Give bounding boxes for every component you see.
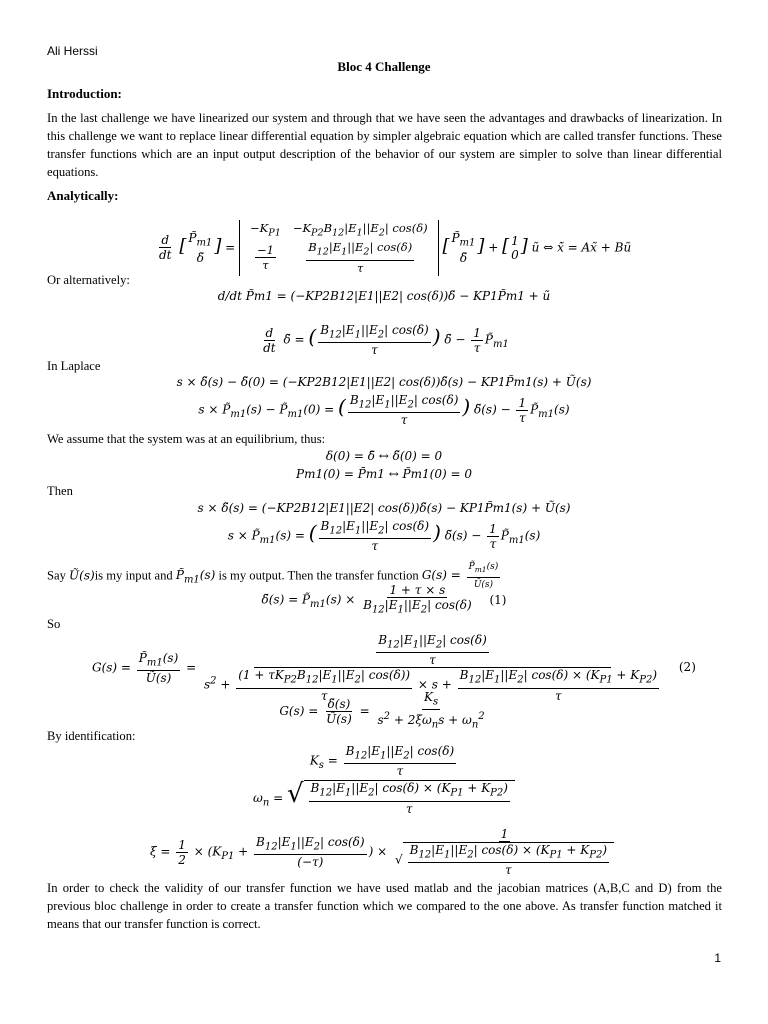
equilibrium-equation-2: Pm1(0) = P̄m1 ↔ P̃m1(0) = 0 [296,467,472,481]
introduction-heading: Introduction: [47,86,122,101]
xi-equation: ξ = $\frac{1}{2}$ × ($K_{P1}$ + $\frac{B_{12}|E_1||E_2| \cos(\delta)}{(-\tau)}$ ) × 1 √ $\frac{B_{12}|E_1||E_2| \cos(\delta) \times (K_{P1} + K_{P2})}{\tau}$ [0,827,768,877]
then-label: Then [47,484,73,498]
document-title: Bloc 4 Challenge [337,59,431,74]
then-equation-1: s × δ̃(s) = (−KP2B12|E1||E2| cos(δ))δ̃(s) − KP1P̃m1(s) + Ũ(s) [197,501,571,515]
laplace-label: In Laplace [47,359,101,373]
alt-equation-1: d/dt P̃m1 = (−KP2B12|E1||E2| cos(δ))δ̃ − KP1P̃m1 + ũ [217,289,551,303]
author-name: Ali Herssi [47,44,98,58]
equilibrium-label: We assume that the system was at an equilibrium, thus: [47,432,326,446]
analytically-heading: Analytically: [47,188,119,203]
alt-equation-2: $\frac{d}{dt}$ δ̃ = ( $\frac{B_{12}|E_1||E_2| \cos(\delta)}{\tau}$ ) δ̃ − $\frac{1}{\tau}$ $P̃_{m1}$ [263,323,509,358]
equation-1: δ̃(s) = $P̃_{m1}(s)$ × $\frac{1 + \tau \times s}{B_{12}|E_1||E_2| \cos(\delta)}$ (1) [261,583,507,616]
transfer-function-sentence: Say Ũ(s)is my input and $P̃_{m1}(s)$ is my output. Then the transfer function G(s) = $\frac{P̃_{m1}(s)}{Ũ(s)}$ [47,562,499,590]
introduction-paragraph: In the last challenge we have linearized our system and through that we have seen the advantages and drawbacks of linearization. In this challenge we want to replace linear differential equation by simpler algebraic equation which are called transfer functions. These transfer functions which are an input output description of the behavior of our system are simpler to solve than linear differential equations. [47,111,722,179]
laplace-equation-2: $s \times P̃_{m1}(s)$ − $P̃_{m1}(0)$ = ( $\frac{B_{12}|E_1||E_2| \cos(\delta)}{\tau}$ ) δ̃(s) − $\frac{1}{\tau}$ $P̃_{m1}(s)$ [198,393,570,428]
ks-equation: $K_s$ = $\frac{B_{12}|E_1||E_2| \cos(\delta)}{\tau}$ [309,744,455,779]
identification-label: By identification: [47,729,136,743]
standard-form-equation: G(s) = $\frac{\deltã(s)}{Ũ(s)}$ = $\frac{K_s}{s^2 + 2\xi\omega_ns + \omega_n^2}$ [279,690,485,731]
equation-2: G(s) = $\frac{P̃_{m1}(s)}{Ũ(s)}$ = $\frac{B_{12}|E_1||E_2| \cos(\delta)}{\tau}$ $s^2$ + $\frac{(1 + \tau K_{P2}B_{12}|E_1||E_2| \cos(\delta))}{\tau}$ × s + $\frac{B_{12}|E_1||E_2| \cos(\delta) \times (K_{P1} + K_{P2})}{\tau}$ (2) [92,633,696,703]
so-label: So [47,617,61,631]
laplace-equation-1: s × δ̃(s) − δ̃(0) = (−KP2B12|E1||E2| cos(δ))δ̃(s) − KP1P̃m1(s) + Ũ(s) [176,375,592,389]
alternatively-label: Or alternatively: [47,273,130,287]
omega-equation: $\omega_n$ = √ $\frac{B_{12}|E_1||E_2| \cos(\delta) \times (K_{P1} + K_{P2})}{\tau}$ [0,779,768,816]
page-number: 1 [714,951,721,965]
state-space-rhs: ũ ⇔ x̃̇ = Ax̃ + Bũ [531,240,632,255]
state-space-equation: $\frac{d}{dt}$ [ $P̃_{m1}$ δ̃ ] = $-K_{P1}$ $-K_{P2}B_{12}|E_1||E_2|$ cos(δ) $\frac{-1}{\tau}$ $\frac{B_{12}|E_1||E_2| \cos(\delta)}{\tau}$ [ $P̃_{m1}$ δ̃ ] + [ 1 0 ] ũ ⇔ x̃̇ = Ax̃ + Bũ [159,221,632,275]
then-equation-2: $s \times P̃_{m1}(s)$ = ( $\frac{B_{12}|E_1||E_2| \cos(\delta)}{\tau}$ ) δ̃(s) − $\frac{1}{\tau}$ $P̃_{m1}(s)$ [227,519,541,554]
equilibrium-equation-1: δ(0) = δ̄ ↔ δ̃(0) = 0 [325,449,443,463]
conclusion-paragraph: In order to check the validity of our transfer function we have used matlab and the jacobian matrices (A,B,C and D) from the previous bloc challenge in order to create a transfer function which we compared to the one above. As transfer function matched it means that our transfer function is correct. [47,881,722,931]
